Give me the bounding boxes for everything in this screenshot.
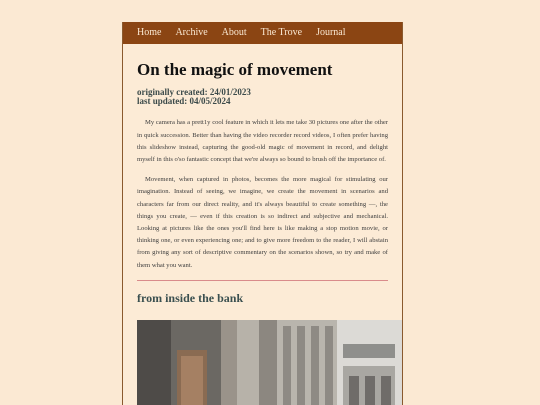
nav-archive-link[interactable]: Archive — [175, 27, 208, 38]
bank-photo[interactable] — [137, 320, 403, 405]
photo-image — [137, 320, 403, 405]
intro-paragraph: My camera has a prett1y cool feature in which it lets me take 30 pictures one after the other in quick succession. Better than having the video recorder record videos, I often prefer having this slideshow instead, capturing the good-old magic of movement in record, and delight myself in this o'so fantastic concept that we're always so bound to brush off the importance of. — [137, 119, 388, 163]
section-divider — [137, 280, 388, 281]
created-date: originally created: 24/01/2023 — [137, 86, 251, 97]
nav-about-link[interactable]: About — [221, 27, 247, 38]
body-paragraph: Movement, when captured in photos, becomes the more magical for stimulating our imagination. Instead of seeing, we imagine, we create the movement in scenarios and characters far from our direct reality, and it's always beautiful to create something —, the things you create, — even if this creation is so indirect and subjective and mechanical. Looking at pictures like the ones you'll find here is like making a stop motion movie, or thinking one, or even experiencing one; and to give more freedom to the reader, I will abstain from giving any sort of descriptive commentary on the scenarios shown, so try and make of them what you want. — [137, 176, 388, 269]
article-content — [123, 60, 402, 405]
section-title: from inside the bank — [137, 290, 244, 305]
nav-trove-link[interactable]: The Trove — [260, 27, 303, 38]
nav-journal-link[interactable]: Journal — [316, 27, 346, 38]
top-nav — [123, 22, 402, 44]
updated-date: last updated: 04/05/2024 — [137, 96, 231, 107]
article-dates — [137, 88, 388, 108]
page-title: On the magic of movement — [137, 60, 333, 79]
nav-home-link[interactable]: Home — [137, 27, 162, 38]
page-container — [122, 22, 403, 405]
